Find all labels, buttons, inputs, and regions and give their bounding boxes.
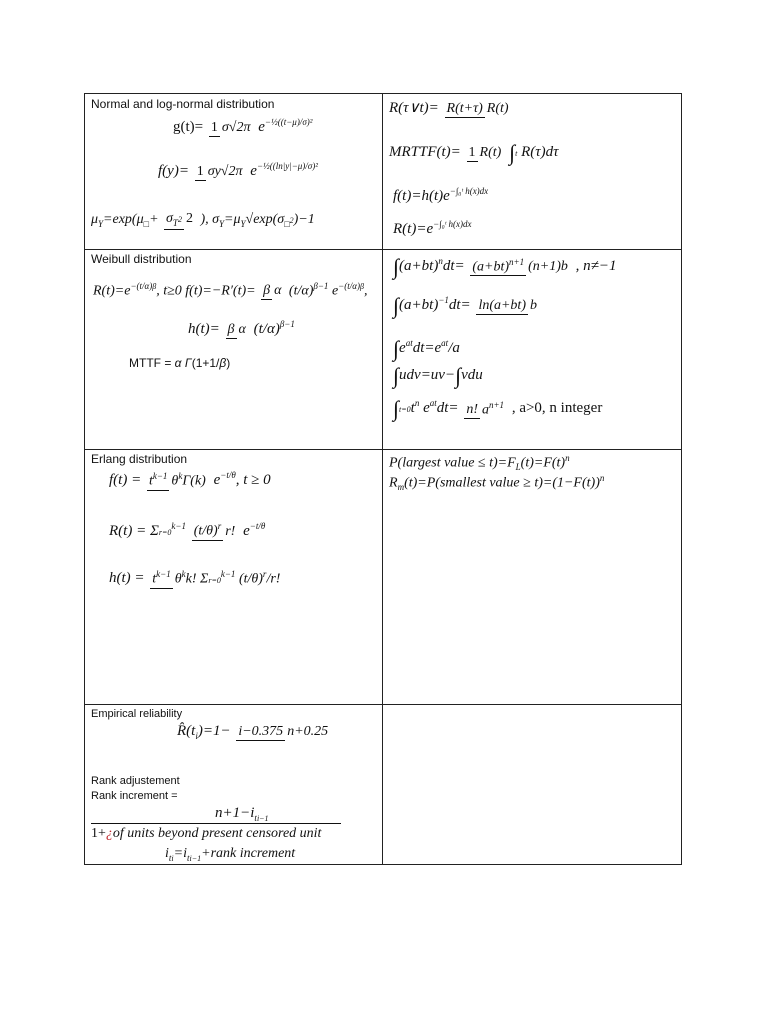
cell-empty <box>383 705 683 865</box>
integral-exp: ∫eatdt=eat/a <box>393 336 460 361</box>
equation-f-hazard: f(t)=h(t)e−∫₀ᵗ h(x)dx <box>393 186 489 204</box>
equation-smallest: Rm(t)=P(smallest value ≥ t)=(1−F(t))n <box>389 473 605 493</box>
cell-erlang <box>85 450 382 704</box>
integral-gamma: ∫t=0tn eatdt= n! an+1 , a>0, n integer <box>393 396 603 421</box>
cell-title: Erlang distribution <box>91 452 188 466</box>
equation-r-conditional: R(τ∨t)= R(t+τ) R(t) <box>389 100 509 117</box>
equation-g: g(t)= 1 σ√2π e−½((t−μ)/σ)² <box>173 117 313 135</box>
rank-increment-label: Rank increment = <box>91 790 178 802</box>
equation-mrttf: MRTTF(t)= 1 R(t) ∫t R(τ)dτ <box>389 140 559 165</box>
cell-title: Normal and log-normal distribution <box>91 97 275 111</box>
fraction-bar <box>91 823 341 824</box>
equation-f: f(y)= 1 σy√2π e−½((ln|y|−μ)/σ)² <box>158 161 318 179</box>
cell-order-statistics <box>383 450 683 704</box>
equation-weibull-h: h(t)= β α (t/α)β−1 <box>188 319 295 337</box>
rank-fraction-denominator: 1+¿of units beyond present censored unit <box>91 826 322 841</box>
equation-weibull-mttf: MTTF = α Γ(1+1/β) <box>129 356 231 370</box>
cell-empirical <box>85 705 382 865</box>
cell-integrals <box>383 250 683 449</box>
equation-erlang-r: R(t) = Σr=0k−1 (t/θ)r r! e−t/θ <box>109 521 266 539</box>
equation-erlang-h: h(t) = tk−1 θkk! Σr=0k−1 (t/θ)r/r! <box>109 569 281 587</box>
equation-empirical: R̂(ti)=1− i−0.375 n+0.25 <box>177 723 329 742</box>
cell-title: Empirical reliability <box>91 708 183 720</box>
formula-table <box>84 93 682 865</box>
cell-title: Weibull distribution <box>91 252 192 266</box>
integral-log: ∫(a+bt)−1dt= ln(a+bt) b <box>393 293 537 318</box>
equation-weibull-r: R(t)=e−(t/α)β, t≥0 f(t)=−R′(t)= β α (t/α)β−1 e−(t/α)β, <box>93 281 368 299</box>
equation-largest: P(largest value ≤ t)=FL(t)=F(t)n <box>389 453 570 473</box>
integral-power: ∫(a+bt)ndt= (a+bt)n+1 (n+1)b , n≠−1 <box>393 254 617 279</box>
integral-parts: ∫udv=uv−∫vdu <box>393 363 483 388</box>
rank-adjustment-label: Rank adjustement <box>91 775 180 787</box>
equation-r-hazard: R(t)=e−∫₀ᵗ h(x)dx <box>393 219 472 237</box>
equation-erlang-f: f(t) = tk−1 θkΓ(k) e−t/θ, t ≥ 0 <box>109 469 271 489</box>
cell-normal <box>85 94 382 249</box>
rank-fraction-numerator: n+1−iti−1 <box>215 805 269 823</box>
cell-weibull <box>85 250 382 449</box>
cell-residual <box>383 94 683 249</box>
equation-mu: μY=exp(μ□+ σT2 2 ), σY=μY√exp(σ□2)−1 <box>91 211 315 229</box>
equation-rank-final: iti=iti−1+rank increment <box>165 846 296 863</box>
